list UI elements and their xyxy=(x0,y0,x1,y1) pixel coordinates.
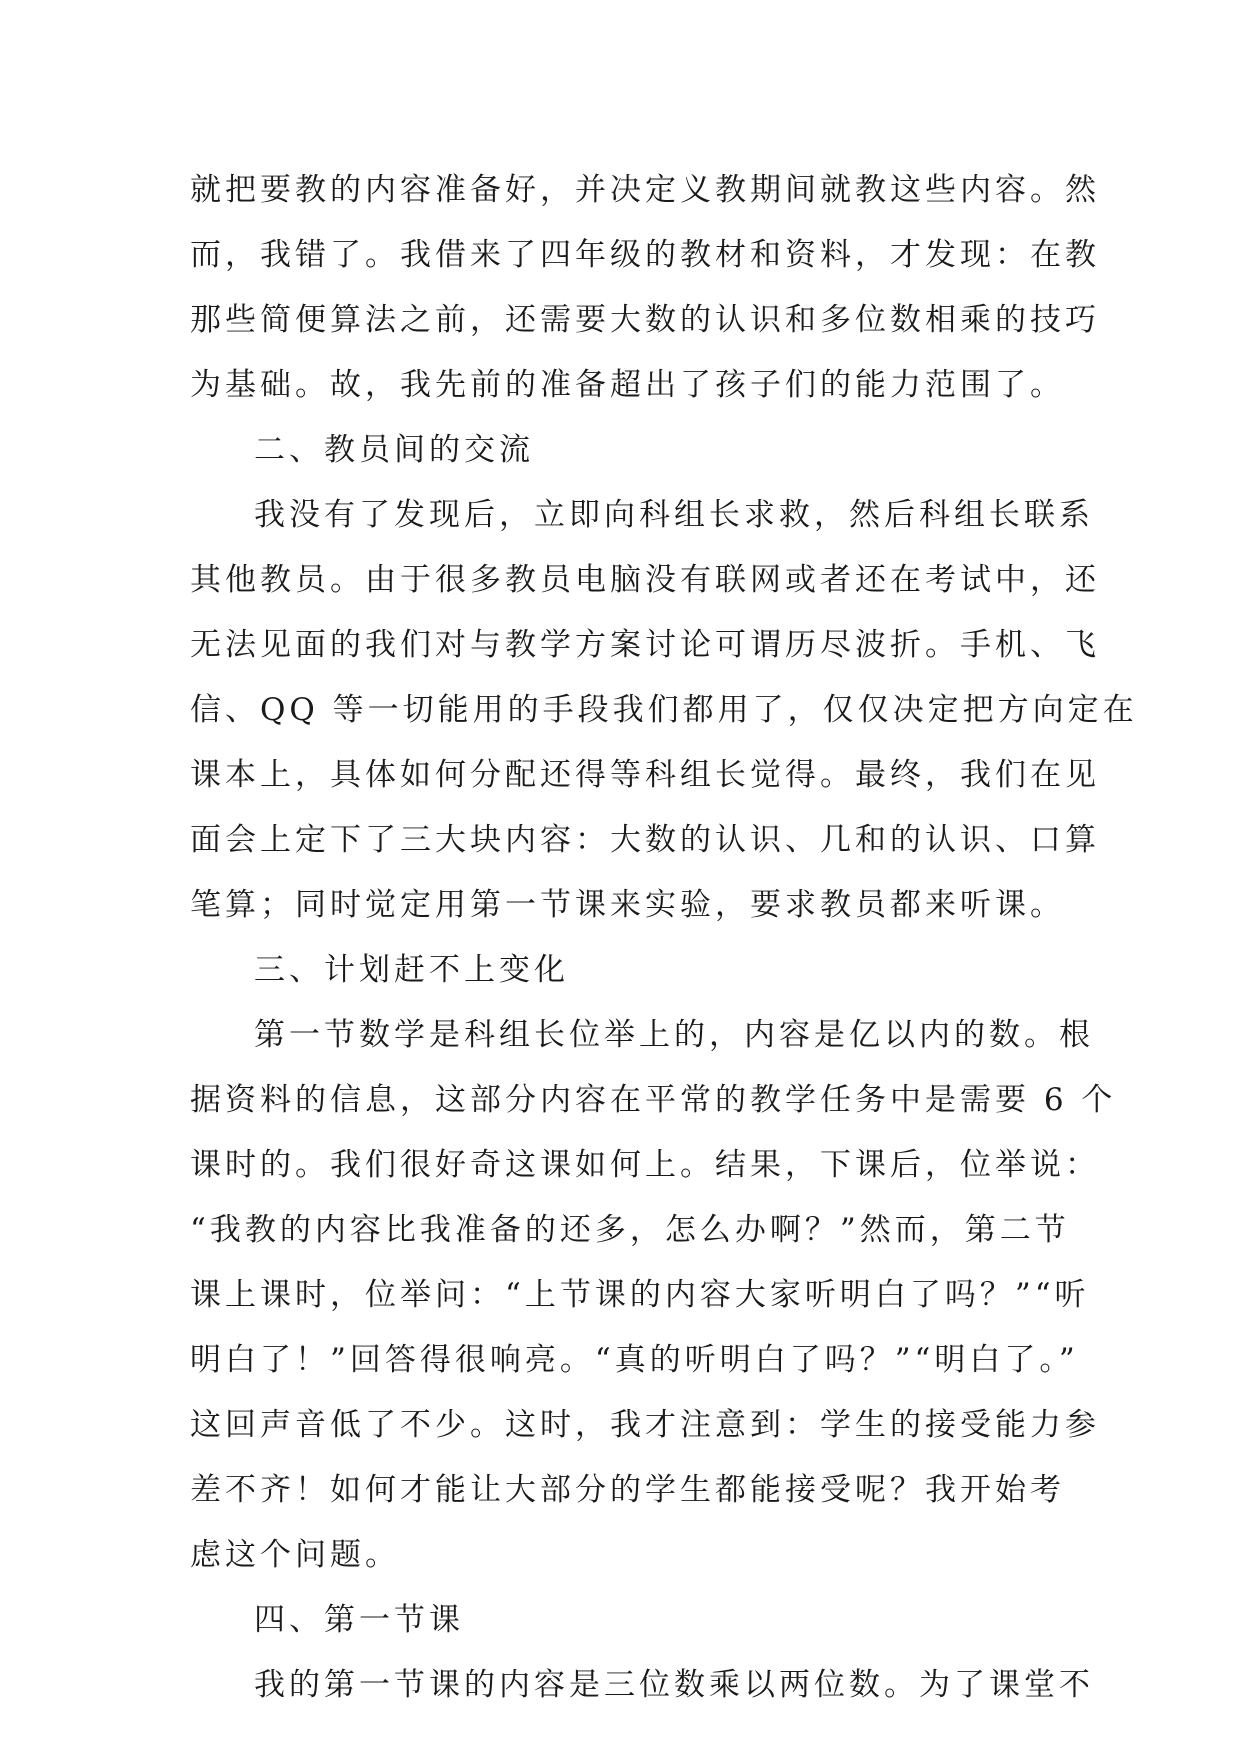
paragraph-line: 面会上定下了三大块内容：大数的认识、几和的认识、口算 xyxy=(190,822,1100,858)
paragraph-line: 其他教员。由于很多教员电脑没有联网或者还在考试中，还 xyxy=(190,562,1100,598)
paragraph-first-line: 我没有了发现后，立即向科组长求救，然后科组长联系 xyxy=(254,497,1094,533)
paragraph-line: “我教的内容比我准备的还多，怎么办啊？”然而，第二节 xyxy=(190,1212,1070,1248)
section-heading: 二、教员间的交流 xyxy=(254,432,534,468)
document-body xyxy=(190,158,1138,1718)
section-heading: 四、第一节课 xyxy=(254,1602,464,1638)
paragraph-line: 就把要教的内容准备好，并决定义教期间就教这些内容。然 xyxy=(190,172,1100,208)
paragraph-first-line: 我的第一节课的内容是三位数乘以两位数。为了课堂不 xyxy=(254,1667,1094,1703)
paragraph-line: 这回声音低了不少。这时，我才注意到：学生的接受能力参 xyxy=(190,1407,1100,1443)
paragraph-line: 那些简便算法之前，还需要大数的认识和多位数相乘的技巧 xyxy=(190,302,1100,338)
paragraph-line: 为基础。故，我先前的准备超出了孩子们的能力范围了。 xyxy=(190,367,1065,403)
paragraph-first-line: 第一节数学是科组长位举上的，内容是亿以内的数。根 xyxy=(254,1017,1094,1053)
paragraph-line: 而，我错了。我借来了四年级的教材和资料，才发现：在教 xyxy=(190,237,1100,273)
paragraph-line: 课本上，具体如何分配还得等科组长觉得。最终，我们在见 xyxy=(190,757,1100,793)
section-heading: 三、计划赶不上变化 xyxy=(254,952,569,988)
paragraph-line: 无法见面的我们对与教学方案讨论可谓历尽波折。手机、飞 xyxy=(190,627,1100,663)
paragraph-line: 课上课时，位举问：“上节课的内容大家听明白了吗？”“听 xyxy=(190,1277,1090,1313)
paragraph-line: 据资料的信息，这部分内容在平常的教学任务中是需要 6 个 xyxy=(190,1082,1117,1118)
paragraph-line: 课时的。我们很好奇这课如何上。结果，下课后，位举说： xyxy=(190,1147,1100,1183)
paragraph-line: 差不齐！如何才能让大部分的学生都能接受呢？我开始考 xyxy=(190,1472,1065,1508)
paragraph-line: 信、QQ 等一切能用的手段我们都用了，仅仅决定把方向定在 xyxy=(190,692,1138,728)
paragraph-line: 笔算；同时觉定用第一节课来实验，要求教员都来听课。 xyxy=(190,887,1065,923)
paragraph-line: 虑这个问题。 xyxy=(190,1537,400,1573)
paragraph-line: 明白了！”回答得很响亮。“真的听明白了吗？”“明白了。” xyxy=(190,1342,1079,1378)
